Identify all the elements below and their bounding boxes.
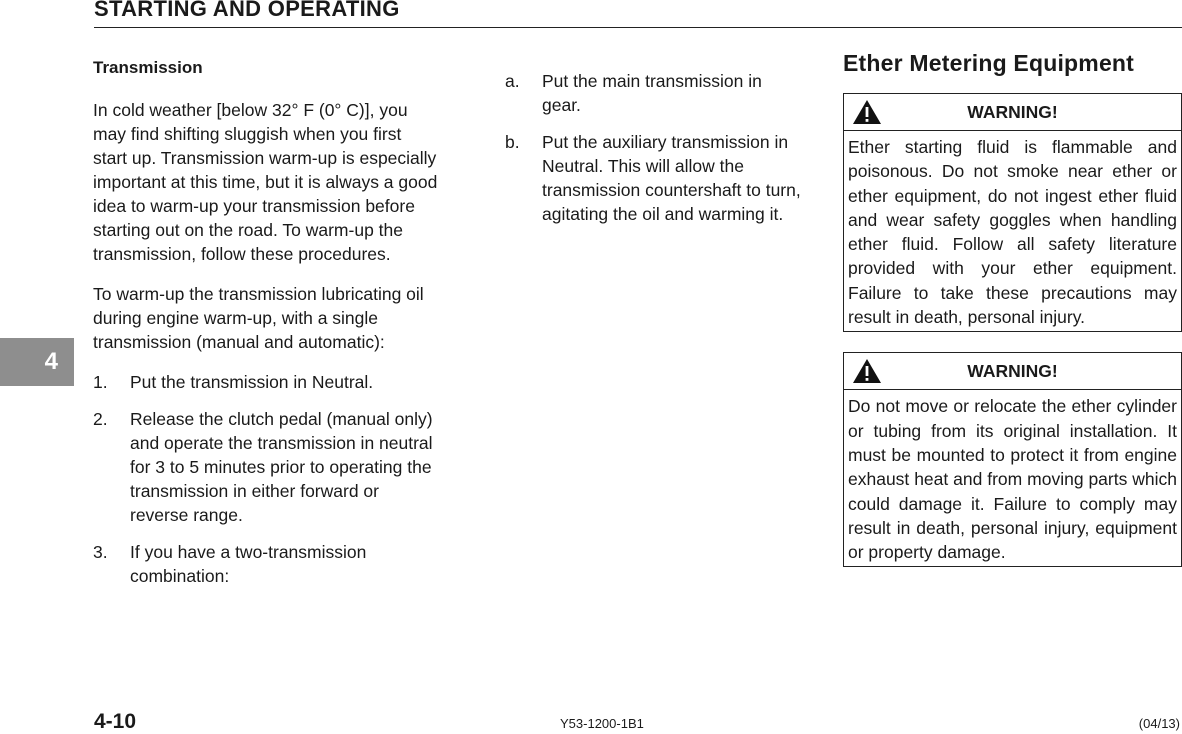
chapter-tab: 4	[0, 338, 74, 386]
page-number: 4-10	[94, 710, 137, 733]
substeps-list	[505, 69, 805, 226]
ether-section-title: Ether Metering Equipment	[843, 50, 1135, 76]
warning-header	[844, 94, 1181, 131]
list-item	[505, 130, 805, 226]
warmup-paragraph: To warm-up the transmission lubricating oil during engine warm-up, with a single transmission (manual and automatic):	[93, 284, 424, 352]
warning-triangle-icon	[852, 358, 882, 384]
warning-heading: WARNING!	[967, 360, 1058, 381]
warning-header	[844, 353, 1181, 390]
left-column	[93, 56, 438, 601]
warning-box	[843, 93, 1182, 332]
list-item-number: 1.	[93, 372, 108, 392]
page-title: STARTING AND OPERATING	[94, 0, 400, 21]
list-item	[93, 370, 438, 394]
list-item-letter: b.	[505, 132, 520, 152]
warning-text: Do not move or relocate the ether cylinder or tubing from its original installation. It must be mounted to protect it from engine exhaust heat and from moving parts which could damage it. Failure to comply may result in death, personal injury, equipment or property damage.	[848, 396, 1177, 563]
list-item-text: Put the main transmission in gear.	[542, 71, 762, 115]
list-item	[93, 540, 438, 588]
revision-date: (04/13)	[1138, 716, 1180, 731]
list-item	[505, 69, 805, 117]
intro-paragraph: In cold weather [below 32° F (0° C)], you may find shifting sluggish when you first start up. Transmission warm-up is especially important at this time, but it is always a good idea to warm-up your transmission before starting out on the road. To warm-up the transmission, follow these procedures.	[93, 100, 438, 264]
warning-heading: WARNING!	[967, 101, 1058, 122]
section-subhead: Transmission	[93, 58, 203, 77]
middle-column	[505, 69, 805, 239]
list-item-text: Put the transmission in Neutral.	[130, 372, 374, 392]
list-item	[93, 407, 438, 527]
list-item-number: 2.	[93, 409, 108, 429]
header-rule	[94, 27, 1182, 28]
list-item-letter: a.	[505, 71, 520, 91]
list-item-text: If you have a two-transmission combination:	[130, 542, 367, 586]
warning-triangle-icon	[852, 99, 882, 125]
list-item-text: Put the auxiliary transmission in Neutral. This will allow the transmission countershaft to turn, agitating the oil and warming it.	[542, 132, 801, 224]
list-item-text: Release the clutch pedal (manual only) and operate the transmission in neutral for 3 to 5 minutes prior to operating the transmission in either forward or reverse range.	[130, 409, 433, 525]
right-column	[843, 50, 1182, 587]
list-item-number: 3.	[93, 542, 108, 562]
warning-text: Ether starting fluid is flammable and poisonous. Do not smoke near ether or ether equipment, do not ingest ether fluid and wear safety goggles when handling ether fluid. Follow all safety literature provided with your ether equipment. Failure to take these precautions may result in death, personal injury.	[848, 137, 1177, 328]
steps-list	[93, 370, 438, 588]
warning-box	[843, 352, 1182, 567]
document-code: Y53-1200-1B1	[560, 716, 644, 731]
